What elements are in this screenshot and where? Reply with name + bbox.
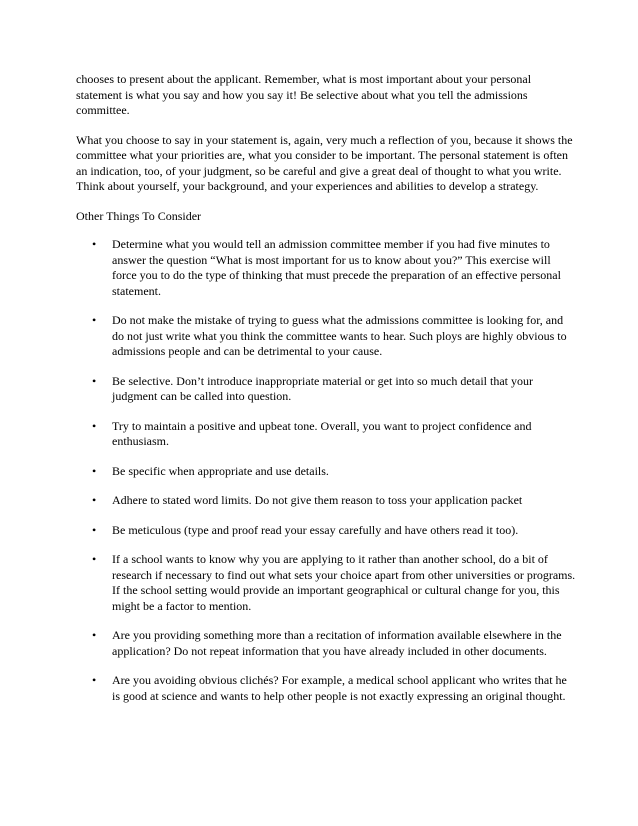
list-item	[76, 464, 576, 480]
list-item	[76, 237, 576, 299]
list-item-text: Determine what you would tell an admission committee member if you had five minutes to answer the question “What is most important for us to know about you?” This exercise will force you to do the type of thinking that must precede the preparation of an effective personal statement.	[112, 237, 561, 298]
list-item-text: Are you avoiding obvious clichés? For example, a medical school applicant who writes that he is good at science and wants to help other people is not exactly expressing an original thought.	[112, 673, 567, 703]
list-item	[76, 628, 576, 659]
section-heading: Other Things To Consider	[76, 208, 202, 223]
bullet-icon: •	[92, 673, 97, 687]
list-item-text: Try to maintain a positive and upbeat tone. Overall, you want to project confidence and enthusiasm.	[112, 418, 532, 448]
bullet-icon: •	[92, 628, 97, 642]
list-item	[76, 493, 576, 509]
paragraph-statement: What you choose to say in your statement is, again, very much a reflection of you, because it shows the committee what your priorities are, what you consider to be important. The personal statement is often an indication, too, of your judgment, so be careful and give a great deal of thought to what you write. Think about yourself, your background, and your experiences and abilities to develop a strategy.	[76, 132, 573, 193]
document-page	[76, 72, 576, 718]
bullet-icon: •	[92, 463, 97, 478]
list-item	[76, 374, 576, 405]
bullet-icon: •	[92, 237, 97, 251]
bullet-list	[76, 237, 576, 704]
list-item-text: Be meticulous (type and proof read your essay carefully and have others read it too).	[112, 522, 519, 537]
bullet-icon: •	[92, 552, 97, 566]
bullet-icon: •	[92, 522, 97, 537]
list-item-text: Be specific when appropriate and use details.	[112, 463, 329, 478]
bullet-icon: •	[92, 313, 97, 327]
list-item-text: Do not make the mistake of trying to guess what the admissions committee is looking for, and do not just write what you think the committee wants to hear. Such ploys are highly obvious to admissions people and can be detrimental to your cause.	[112, 313, 567, 358]
list-item	[76, 523, 576, 539]
bullet-icon: •	[92, 418, 97, 433]
paragraph-intro: chooses to present about the applicant. Remember, what is most important about your personal statement is what you say and how you say it! Be selective about what you tell the admissions committee.	[76, 72, 532, 117]
list-item	[76, 313, 576, 360]
list-item	[76, 552, 576, 614]
list-item-text: Adhere to stated word limits. Do not give them reason to toss your application packet	[112, 493, 523, 507]
list-item	[76, 673, 576, 704]
list-item-text: If a school wants to know why you are applying to it rather than another school, do a bit of research if necessary to find out what sets your choice apart from other universities or programs. If the school setting would provide an important geographical or cultural change for you, this might be a factor to mention.	[112, 552, 576, 613]
bullet-icon: •	[92, 493, 97, 507]
list-item	[76, 419, 576, 450]
list-item-text: Be selective. Don’t introduce inappropriate material or get into so much detail that your judgment can be called into question.	[112, 373, 533, 403]
list-item-text: Are you providing something more than a recitation of information available elsewhere in the application? Do not repeat information that you have already included in other documents.	[112, 628, 562, 658]
bullet-icon: •	[92, 373, 97, 388]
